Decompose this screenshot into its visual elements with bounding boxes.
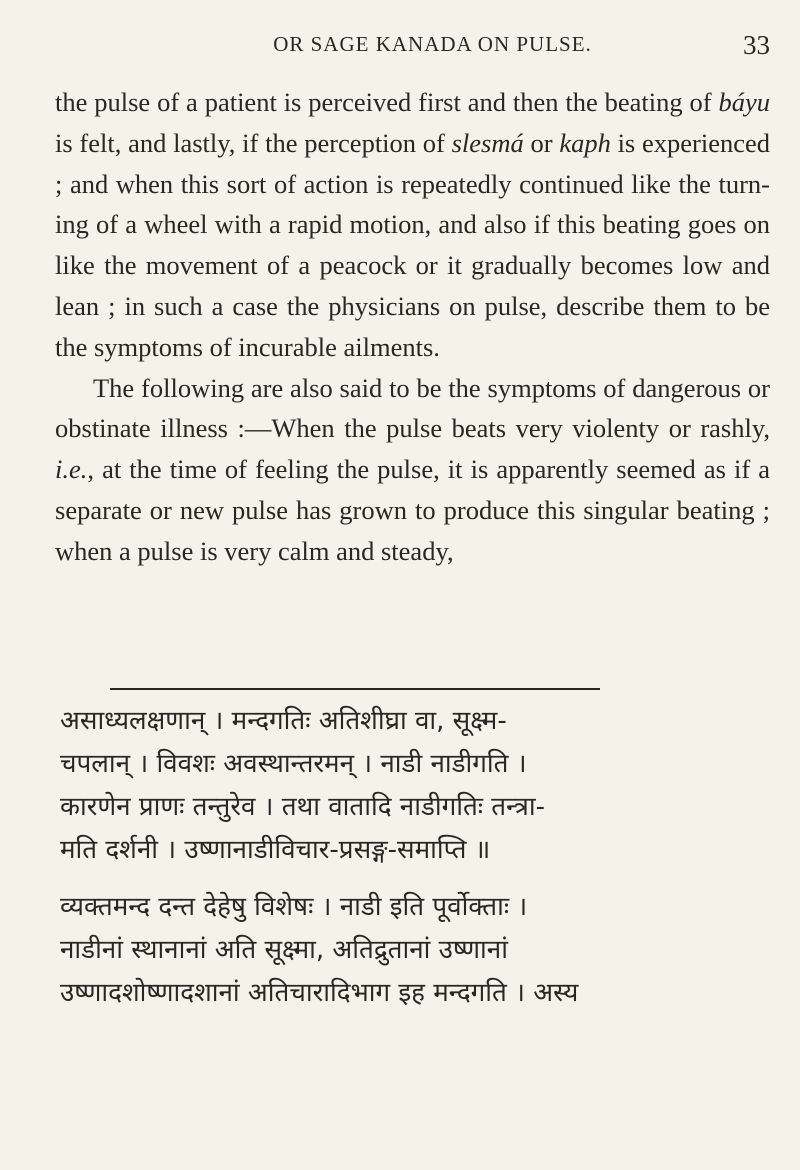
sanskrit-line: उष्णादशोष्णादशानां अतिचारादिभाग इह मन्दगति । अस्य <box>60 978 579 1008</box>
divider-rule <box>110 688 600 690</box>
sanskrit-line: मति दर्शनी । उष्णानाडीविचार-प्रसङ्ग-समाप्ति ॥ <box>60 835 491 865</box>
sanskrit-line: नाडीनां स्थानानां अति सूक्ष्मा, अतिद्रुतानां उष्णानां <box>60 935 508 965</box>
sanskrit-text <box>60 700 772 1015</box>
sanskrit-line: व्यक्तमन्द दन्त देहेषु विशेषः । नाडी इति पूर्वोक्ताः । <box>60 892 528 922</box>
sanskrit-line: असाध्यलक्षणान् । मन्दगतिः अतिशीघ्रा वा, सूक्ष्म- <box>60 706 507 736</box>
page-header <box>95 28 770 68</box>
sanskrit-line: कारणेन प्राणः तन्तुरेव । तथा वातादि नाडीगतिः तन्त्रा- <box>60 792 546 822</box>
term-kaph: kaph <box>559 127 611 158</box>
paragraph-1: the pulse of a patient is perceived first and then the beating of báyu is felt, and lastly, if the perception of slesmá or kaph is experienced ; and when this sort of action is repeatedly continued like the turning of a wheel with a rapid motion, and also if this beating goes on like the movement of a peacock or it gradually becomes low and lean ; in such a case the physicians on pulse, describe them to be the symptoms of incurable ailments. <box>55 87 770 362</box>
paragraph-2: The following are also said to be the symptoms of dangerous or obstinate illness :—When the pulse beats very violenty or rashly, i.e., at the time of feeling the pulse, it is apparently seemed as if a separate or new pulse has grown to produce this singular beating ; when a pulse is very calm and steady, <box>55 372 770 566</box>
running-head: OR SAGE KANADA ON PULSE. <box>273 32 592 56</box>
page-number: 33 <box>743 30 770 60</box>
sanskrit-line: चपलान् । विवशः अवस्थान्तरमन् । नाडी नाडीगति । <box>60 749 527 779</box>
verse-gap <box>60 872 772 886</box>
english-text <box>55 82 770 572</box>
term-ie: i.e. <box>55 454 88 485</box>
term-slesma: slesmá <box>451 127 524 158</box>
term-bayu: báyu <box>718 87 770 117</box>
